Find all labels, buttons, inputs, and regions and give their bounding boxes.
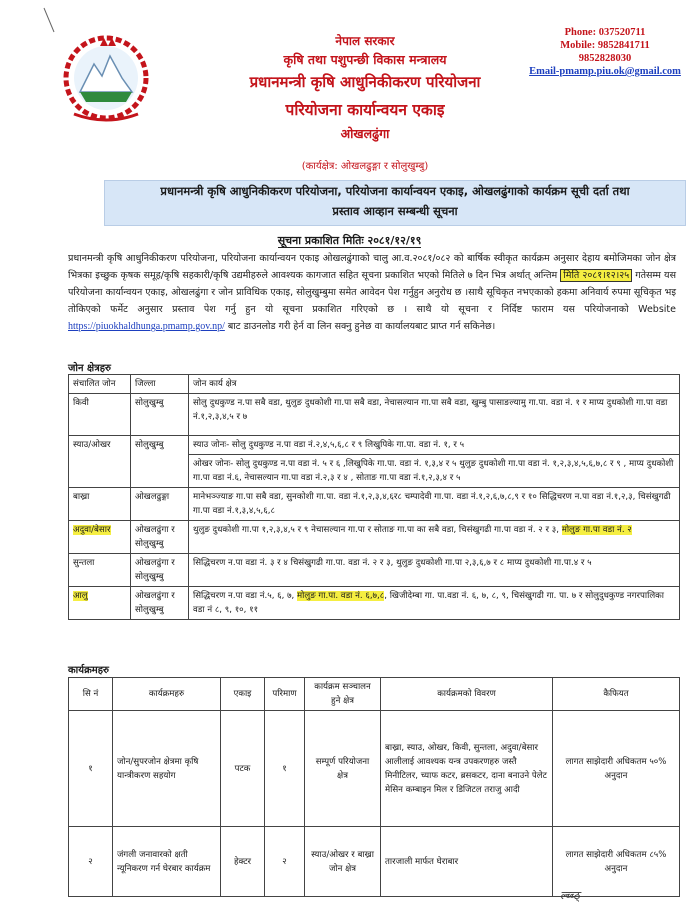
programs-header-row	[69, 678, 680, 711]
zone-district: सोलुखुम्बु	[131, 394, 189, 436]
header-location: ओखलढुंगा	[340, 126, 390, 141]
para-part-1: प्रधानमन्त्री कृषि आधुनिकीकरण परियोजना, परियोजना कार्यान्वयन एकाइ ओखलढुंगाको चालु आ.व.२०८१/०८२ को बार्षिक स्वीकृत कार्यक्रम अनुसार देहाय बमोजिमका जोन क्षेत्र भित्रका इच्छुक कृषक समूह/कृषि सहकारी/कृषि उद्यमीहरुले आवश्यक कागजात सहित सूचना प्रकाशित भएको मितिले ७ दिन भित्र अर्थात् अन्तिम	[68, 253, 676, 281]
nepal-emblem-icon	[60, 28, 152, 124]
contact-block	[520, 26, 690, 78]
zones-col-district: जिल्ला	[131, 375, 189, 394]
zone-area: मानेभञ्ज्याङ गा.पा सबै वडा, सुनकोशी गा.पा. वडा नं.१,२,३,४,६र८ चम्पादेवी गा.पा. वडा नं.१,२,६,७,८,९ र १० सिद्धिचरण न.पा वडा नं.१,२,३, चिसंखुगढी गा.पा वडा नं.१,३,४,५,६,८	[189, 488, 680, 521]
program-qty: १	[265, 711, 305, 827]
zones-table	[68, 374, 680, 620]
zone-area	[189, 436, 680, 488]
zone-row-potato	[69, 587, 680, 620]
program-qty: २	[265, 827, 305, 897]
apple-zone-area: स्याउ जोनः- सोलु दुधकुण्ड न.पा वडा नं.२,४,५,६,८ र ९ लिखुपिके गा.पा. वडा नं. १, र ५	[189, 436, 679, 455]
program-remark: लागत साझेदारी अधिकतम ८५% अनुदान	[553, 827, 680, 897]
program-remark: लागत साझेदारी अधिकतम ५०% अनुदान	[553, 711, 680, 827]
zones-label: जोन क्षेत्रहरु	[68, 363, 112, 374]
zone-area: सोलु दुधकुण्ड न.पा सबै वडा, थुलुङ दुधकोशी गा.पा सबै वडा, नेचासल्यान गा.पा सबै वडा, खुम्बु पासाङल्यामु गा.पा. वडा नं. १ र माप्य दुधकोशी गा.पा वडा नं.१,२,३,४,५ र ७	[189, 394, 680, 436]
deadline-date: मिति २०८१।१२।२५	[560, 269, 632, 282]
zone-district: ओखलढुंगा र सोलुखुम्बु	[131, 554, 189, 587]
notice-title-banner	[104, 180, 686, 226]
program-area: सम्पूर्ण परियोजना क्षेत्र	[305, 711, 381, 827]
programs-col-qty: परिमाण	[265, 678, 305, 711]
programs-col-sn: सि नं	[69, 678, 113, 711]
zone-row-ginger	[69, 521, 680, 554]
zone-row-apple-walnut	[69, 436, 680, 488]
zone-row-orange	[69, 554, 680, 587]
program-sn: १	[69, 711, 113, 827]
program-name: जंगली जनावारको क्षती न्यूनिकरण गर्न घेरबार कार्यक्रम	[113, 827, 221, 897]
program-name: जोन/सुपरजोन क्षेत्रमा कृषि यान्त्रीकरण सहयोग	[113, 711, 221, 827]
program-detail: तारजाली मार्फत घेराबार	[381, 827, 553, 897]
contact-mobile: Mobile: 9852841711	[560, 40, 650, 51]
programs-col-remark: कैफियत	[553, 678, 680, 711]
banner-line-1: प्रधानमन्त्री कृषि आधुनिकीकरण परियोजना, परियोजना कार्यान्वयन एकाइ, ओखलढुंगाको कार्यक्रम सूची दर्ता तथा	[160, 184, 630, 198]
program-unit: पटक	[221, 711, 265, 827]
notice-paragraph	[68, 250, 676, 335]
header-ministry: कृषि तथा पशुपन्छी विकास मन्त्रालय	[283, 52, 447, 67]
programs-col-area: कार्यक्रम सञ्चालन हुने क्षेत्र	[305, 678, 381, 711]
program-row-1	[69, 711, 680, 827]
program-sn: २	[69, 827, 113, 897]
zone-district: ओखलढुंगा र सोलुखुम्बु	[131, 521, 189, 554]
notice-date: सूचना प्रकाशित मितिः २०८१/१२/१९	[277, 234, 422, 247]
programs-col-program: कार्यक्रमहरु	[113, 678, 221, 711]
zone-area: सिद्धिचरण न.पा वडा नं.५, ६, ७, मोलुङ गा.पा. वडा नं. ६,७,८, खिजीदेम्बा गा. पा.वडा नं. ६, ७, ८, ९, चिसंखुगढी गा. पा. ७ र सोलुदुधकुण्ड नगरपालिका वडा नं ८, ९, १०, ११	[189, 587, 680, 620]
zone-area: थुलुङ दुधकोशी गा.पा १,२,३,४,५ र ९ नेचासल्यान गा.पा र सोताङ गा.पा का सबै वडा, चिसंखुगढी गा.पा वडा नं. २ र ३, मोलुङ गा.पा वडा नं. २	[189, 521, 680, 554]
contact-phone: Phone: 037520711	[564, 27, 646, 38]
zone-name: स्याउ/ओखर	[69, 436, 131, 488]
programs-col-unit: एकाइ	[221, 678, 265, 711]
zone-area: सिद्धिचरण न.पा वडा नं. ३ र ४ चिसंखुगढी गा.पा. वडा नं. २ र ३, थुलुङ दुधकोशी गा.पा २,३,६,७ र ८ माप्य दुधकोशी गा.पा.४ र ५	[189, 554, 680, 587]
zones-col-area: जोन कार्य क्षेत्र	[189, 375, 680, 394]
zones-col-zone: संचालित जोन	[69, 375, 131, 394]
program-unit: हेक्टर	[221, 827, 265, 897]
program-row-2	[69, 827, 680, 897]
zone-district: सोलुखुम्बु	[131, 436, 189, 488]
program-detail: बाख्रा, स्याउ, ओखर, किवी, सुन्तला, अदुवा/बेसार आलीलाई आवश्यक यन्त्र उपकरणहरु जस्तै मिनीटिलर, च्याफ कटर, ब्रसकटर, दाना बनाउने पेलेट मेसिन कम्बाइन मिल र डिजिटल तराजु आदी	[381, 711, 553, 827]
zone-name: अदुवा/बेसार	[69, 521, 131, 554]
header-project: प्रधानमन्त्री कृषि आधुनिकीकरण परियोजना	[249, 73, 481, 91]
zone-name: सुन्तला	[69, 554, 131, 587]
contact-email[interactable]: Email-pmamp.piu.ok@gmail.com	[529, 66, 681, 77]
para-part-2: गतेसम्म यस परियोजना कार्यान्वयन एकाइ, ओखलढुंगा र जोन प्राविधिक एकाइ, सोलुखुम्बुमा समेत आवेदन पेश गर्नुहुन अनुरोध छ ।साथै सूचिकृत नभएकाको हकमा अनिवार्य रुपमा सूचिकृत भइ तोकिएको फर्मेट अनुसार प्रस्ताव पेश गर्नु हुन यो सूचना प्रकाशित गरिएको छ । साथै यो सूचना र निर्दिष्ट फाराम यस परियोजनाको Website	[68, 270, 676, 315]
banner-line-2: प्रस्ताव आव्हान सम्बन्धी सूचना	[332, 204, 458, 218]
header-government: नेपाल सरकार	[335, 34, 395, 48]
programs-col-detail: कार्यक्रमको विवरण	[381, 678, 553, 711]
zones-header-row	[69, 375, 680, 394]
zone-row-kiwi	[69, 394, 680, 436]
contact-mobile-2: 9852828030	[578, 53, 632, 64]
zone-name: आलु	[69, 587, 131, 620]
programs-table	[68, 677, 680, 897]
zone-district: ओखलढुंगा र सोलुखुम्बु	[131, 587, 189, 620]
zone-row-goat	[69, 488, 680, 521]
zone-name: किवी	[69, 394, 131, 436]
walnut-zone-area: ओखर जोनः- सोलु दुधकुण्ड न.पा वडा नं. ५ र ६ ,लिखुपिके गा.पा. वडा नं. १,३,४ र ५ थुलुङ दुधकोशी गा.पा वडा नं. १,२,३,४,५,६,७,८ र ९ , माप्य दुधकोशी गा.पा वडा नं.६, नेचासल्यान गा.पा वडा नं.२,३ र ४ , सोताङ गा.पा वडा नं.१,२,३,४ र ५	[193, 459, 674, 483]
para-part-3: बाट डाउनलोड गरी हेर्न वा लिन सक्नु हुनेछ वा कार्यालयबाट प्राप्त गर्न सकिनेछ।	[227, 321, 496, 332]
zone-district: ओखलढुङ्गा	[131, 488, 189, 521]
programs-label: कार्यक्रमहरु	[68, 665, 110, 676]
zone-area-highlight: मोलुङ गा.पा वडा नं. २	[561, 525, 632, 535]
zone-name: बाख्रा	[69, 488, 131, 521]
zone-area-highlight: मोलुङ गा.पा. वडा नं. ६,७,८	[297, 591, 385, 601]
header-work-area: (कार्यक्षेत्र: ओखलढुङ्गा र सोलुखुम्बु)	[301, 161, 429, 172]
header-unit: परियोजना कार्यान्वयन एकाइ	[285, 101, 445, 119]
website-link[interactable]: https://piuokhaldhunga.pmamp.gov.np/	[68, 321, 225, 332]
signature: ल्ब्ब्ठ्	[560, 889, 580, 902]
program-area: स्याउ/ओखर र बाख्रा जोन क्षेत्र	[305, 827, 381, 897]
scan-mark	[40, 5, 60, 35]
